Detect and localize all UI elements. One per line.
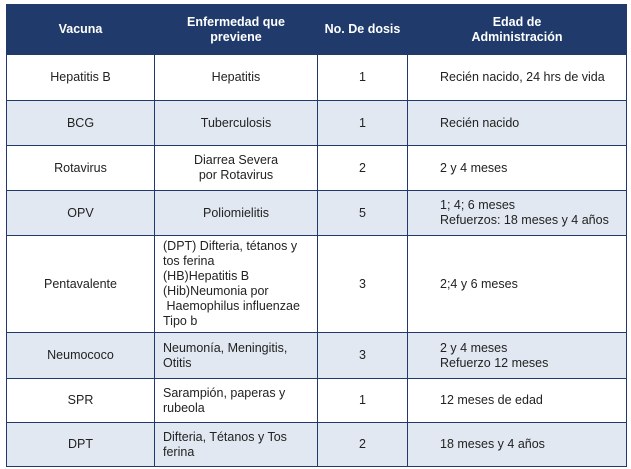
cell-edad xyxy=(408,101,627,146)
cell-edad xyxy=(408,191,627,236)
cell-vacuna: Neumococo xyxy=(7,333,155,379)
cell-enfermedad xyxy=(155,55,318,101)
cell-enfermedad-line: Sarampión, paperas y xyxy=(163,385,286,400)
header-row xyxy=(7,5,627,55)
cell-edad-line: 1; 4; 6 meses xyxy=(440,198,516,212)
cell-enfermedad xyxy=(155,101,318,146)
header-dosis: No. De dosis xyxy=(318,5,408,55)
cell-edad-line: 18 meses y 4 años xyxy=(440,437,545,451)
cell-edad-line: 2;4 y 6 meses xyxy=(440,276,518,291)
cell-edad xyxy=(408,55,627,101)
table-body xyxy=(7,55,627,467)
cell-enfermedad xyxy=(155,146,318,191)
cell-dosis: 2 xyxy=(318,423,408,467)
cell-edad-line: 2 y 4 meses xyxy=(440,160,508,175)
cell-edad xyxy=(408,146,627,191)
cell-edad xyxy=(408,236,627,333)
cell-dosis: 3 xyxy=(318,333,408,379)
cell-enfermedad-line: (DPT) Difteria, tétanos y xyxy=(163,239,298,253)
cell-edad xyxy=(408,333,627,379)
cell-dosis: 3 xyxy=(318,236,408,333)
cell-enfermedad-line: Poliomielitis xyxy=(203,205,269,220)
header-edad xyxy=(408,5,627,55)
cell-edad xyxy=(408,423,627,467)
cell-edad xyxy=(408,379,627,423)
cell-enfermedad-line: por Rotavirus xyxy=(198,168,274,182)
cell-edad-line: Refuerzo 12 meses xyxy=(440,355,549,370)
table-row xyxy=(7,379,627,423)
cell-enfermedad-line: Difteria, Tétanos y Tos xyxy=(163,429,287,444)
cell-enfermedad-line: Diarrea Severa xyxy=(193,153,279,167)
vaccine-table xyxy=(6,4,627,467)
cell-dosis: 5 xyxy=(318,191,408,236)
cell-vacuna: OPV xyxy=(7,191,155,236)
vaccine-table-container xyxy=(6,4,626,467)
cell-vacuna: Hepatitis B xyxy=(7,55,155,101)
header-enfermedad-line1: Enfermedad que xyxy=(187,14,285,29)
table-row xyxy=(7,333,627,379)
cell-vacuna: DPT xyxy=(7,423,155,467)
cell-edad-line: 2 y 4 meses xyxy=(440,340,508,355)
cell-vacuna: SPR xyxy=(7,379,155,423)
cell-enfermedad-line: rubeola xyxy=(163,400,205,415)
cell-edad-line: Recién nacido, 24 hrs de vida xyxy=(440,70,605,84)
cell-enfermedad xyxy=(155,423,318,467)
cell-enfermedad-line: (HB)Hepatitis B xyxy=(163,269,250,283)
header-edad-line2: Administración xyxy=(471,29,563,44)
cell-edad-line: Refuerzos: 18 meses y 4 años xyxy=(440,213,609,227)
table-row xyxy=(7,191,627,236)
cell-enfermedad-line: Otitis xyxy=(163,355,192,370)
cell-vacuna: Pentavalente xyxy=(7,236,155,333)
cell-enfermedad-line: tos ferina xyxy=(163,254,215,268)
table-header xyxy=(7,5,627,55)
cell-dosis: 1 xyxy=(318,379,408,423)
cell-edad-line: Recién nacido xyxy=(440,115,520,130)
header-vacuna: Vacuna xyxy=(7,5,155,55)
cell-enfermedad-line: Neumonía, Meningitis, xyxy=(163,340,288,355)
table-row xyxy=(7,101,627,146)
cell-enfermedad-line: ferina xyxy=(163,444,195,459)
cell-enfermedad-line: Haemophilus influenzae xyxy=(163,299,300,313)
cell-enfermedad-line: (Hib)Neumonia por xyxy=(163,284,269,298)
header-enfermedad-line2: previene xyxy=(210,29,262,44)
cell-vacuna: BCG xyxy=(7,101,155,146)
cell-enfermedad xyxy=(155,333,318,379)
cell-dosis: 1 xyxy=(318,55,408,101)
table-row xyxy=(7,236,627,333)
header-edad-line1: Edad de xyxy=(492,14,542,29)
header-enfermedad xyxy=(155,5,318,55)
table-row xyxy=(7,55,627,101)
cell-dosis: 1 xyxy=(318,101,408,146)
cell-enfermedad-line: Tuberculosis xyxy=(200,115,272,130)
table-row xyxy=(7,146,627,191)
table-row xyxy=(7,423,627,467)
cell-enfermedad xyxy=(155,379,318,423)
cell-enfermedad xyxy=(155,236,318,333)
cell-enfermedad-line: Hepatitis xyxy=(211,70,261,84)
cell-vacuna: Rotavirus xyxy=(7,146,155,191)
cell-edad-line: 12 meses de edad xyxy=(440,393,543,407)
cell-dosis: 2 xyxy=(318,146,408,191)
cell-enfermedad xyxy=(155,191,318,236)
cell-enfermedad-line: Tipo b xyxy=(163,314,198,328)
